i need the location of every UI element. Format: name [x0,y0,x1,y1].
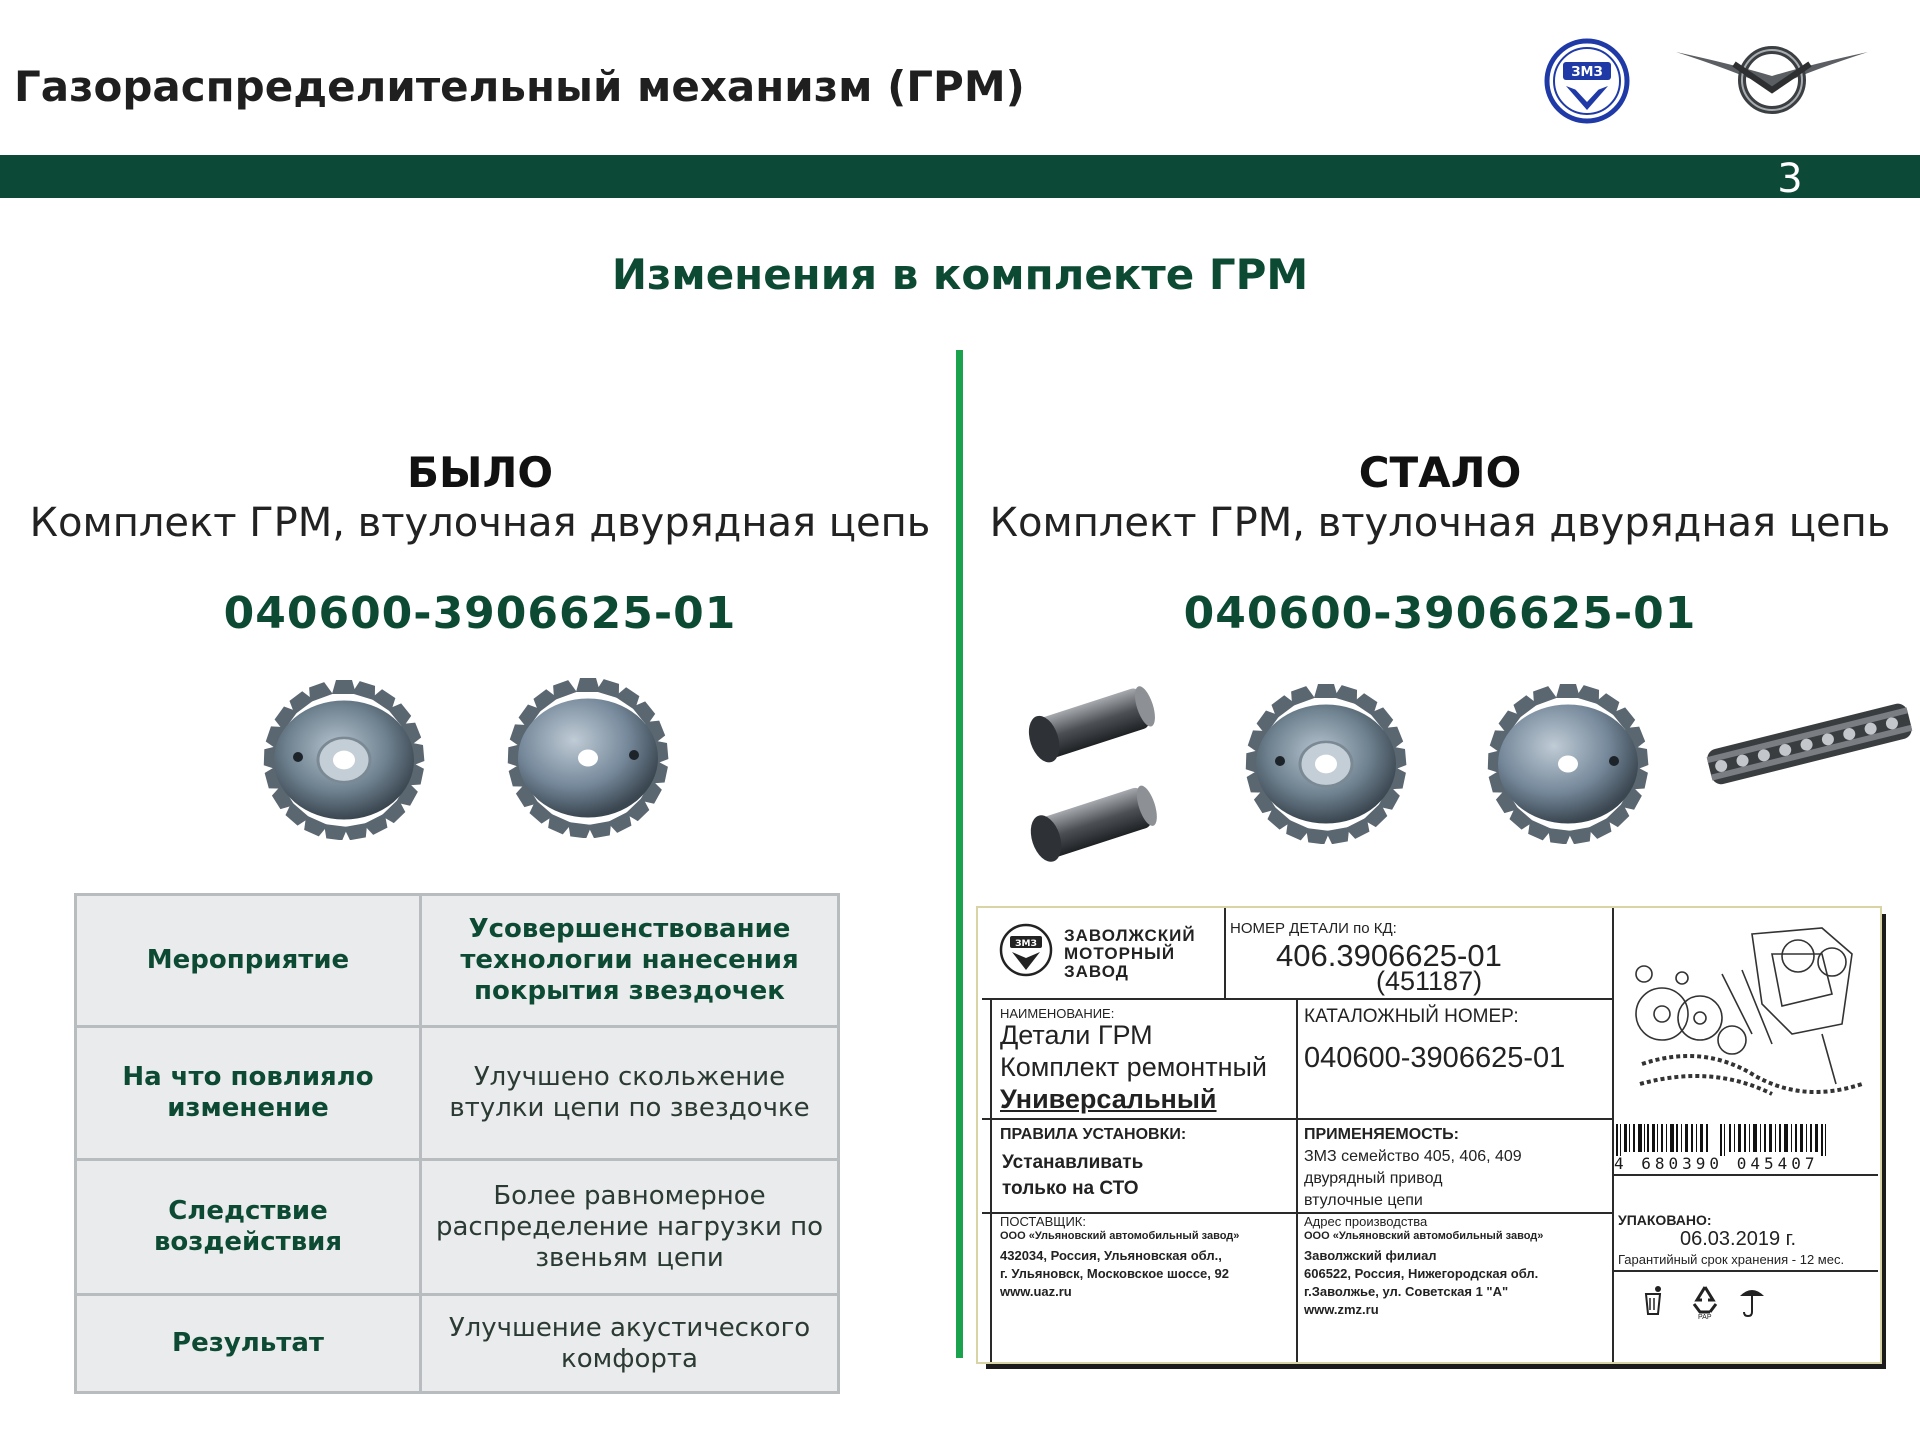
applicability-line: двурядный привод [1304,1170,1443,1187]
supplier-line: г. Ульяновск, Московское шоссе, 92 [1000,1266,1229,1281]
packed-date: 06.03.2019 г. [1680,1228,1797,1250]
maker-name-line: МОТОРНЫЙ [1064,944,1176,963]
table-row [76,1027,839,1160]
table-row-head: Следствие воздействия [76,1160,421,1295]
label-divider [1296,998,1298,1362]
before-part-number: 040600-3906625-01 [223,588,737,639]
supplier-line: www.uaz.ru [1000,1284,1072,1299]
rules-caption: ПРАВИЛА УСТАНОВКИ: [1000,1126,1187,1143]
rules-line: только на СТО [1002,1178,1139,1199]
catalog-number: 040600-3906625-01 [1304,1042,1566,1074]
label-divider [1612,1174,1878,1176]
before-heading: БЫЛО [406,448,554,497]
keep-dry-umbrella-icon [1738,1284,1766,1318]
after-heading: СТАЛО [1358,448,1522,497]
zmz-logo [1544,38,1630,124]
applicability-line: ЗМЗ семейство 405, 406, 409 [1304,1148,1522,1165]
svg-text:ЗМЗ: ЗМЗ [1571,65,1603,80]
applicability-line: втулочные цепи [1304,1192,1423,1209]
name-caption: НАИМЕНОВАНИЕ: [1000,1006,1115,1021]
before-subtitle: Комплект ГРМ, втулочная двурядная цепь [29,500,931,546]
product-label [976,906,1882,1364]
slide-title: Газораспределительный механизм (ГРМ) [14,62,1025,111]
recycle-icon [1688,1284,1722,1316]
table-row-value: Более равномерное распределение нагрузки по звеньям цепи [421,1160,839,1295]
table-row-head: На что повлияло изменение [76,1027,421,1160]
section-title: Изменения в комплекте ГРМ [611,250,1309,299]
table-row-head: Мероприятие [76,895,421,1027]
barcode [1616,1124,1846,1156]
table-row-value: Усовершенствование технологии нанесения покрытия звездочек [421,895,839,1027]
after-part-number: 040600-3906625-01 [1183,588,1697,639]
zmz-emblem-icon [998,922,1054,978]
warranty-text: Гарантийный срок хранения - 12 мес. [1618,1252,1845,1267]
trash-bin-icon [1640,1284,1668,1316]
sprocket-image [244,680,454,840]
table-row-head: Результат [76,1295,421,1393]
tensioner-pins-image [1018,668,1168,868]
label-divider [1612,908,1614,1362]
table-row-value: Улучшено скольжение втулки цепи по звездочке [421,1027,839,1160]
production-line: 606522, Россия, Нижегородская обл. [1304,1266,1539,1281]
maker-name-line: ЗАВОЛЖСКИЙ [1064,926,1196,945]
svg-text:ЗМЗ: ЗМЗ [1015,939,1037,949]
applicability-caption: ПРИМЕНЯЕМОСТЬ: [1304,1126,1459,1143]
table-row [76,1295,839,1393]
barcode-digits: 4 680390 045407 [1614,1154,1819,1173]
packed-caption: УПАКОВАНО: [1618,1212,1712,1228]
sprocket-image [1470,684,1666,844]
header-bar [0,155,1920,198]
recycle-caption: PAP [1698,1314,1712,1321]
after-subtitle: Комплект ГРМ, втулочная двурядная цепь [989,500,1891,546]
production-line: г.Заволжье, ул. Советская 1 "А" [1304,1284,1509,1299]
sprocket-image [490,678,690,838]
label-divider [990,998,992,1362]
uaz-logo [1672,40,1872,120]
supplier-line: 432034, Россия, Ульяновская обл., [1000,1248,1222,1263]
name-line: Детали ГРМ [1000,1020,1153,1050]
kd-number: 406.3906625-01 [1276,938,1502,973]
production-line: ООО «Ульяновский автомобильный завод» [1304,1230,1544,1242]
page-number: 3 [1777,156,1803,202]
table-row [76,1160,839,1295]
kd-caption: НОМЕР ДЕТАЛИ по КД: [1230,920,1397,937]
supplier-caption: ПОСТАВЩИК: [1000,1214,1086,1229]
supplier-line: ООО «Ульяновский автомобильный завод» [1000,1230,1240,1242]
name-line: Универсальный [1000,1084,1217,1114]
production-line: www.zmz.ru [1304,1302,1379,1317]
rules-line: Устанавливать [1002,1152,1144,1173]
name-line: Комплект ремонтный [1000,1052,1267,1082]
label-divider [1612,1270,1878,1272]
changes-table [74,893,840,1394]
maker-name-line: ЗАВОД [1064,962,1129,981]
kd-alt-number: (451187) [1376,966,1483,996]
catalog-caption: КАТАЛОЖНЫЙ НОМЕР: [1304,1006,1519,1027]
production-caption: Адрес производства [1304,1214,1428,1229]
chain-image [1700,682,1918,802]
table-row-value: Улучшение акустического комфорта [421,1295,839,1393]
table-row [76,895,839,1027]
production-line: Заволжский филиал [1304,1248,1437,1263]
engine-drawing-image [1622,914,1870,1114]
sprocket-image [1226,684,1426,844]
label-divider [1224,908,1226,998]
